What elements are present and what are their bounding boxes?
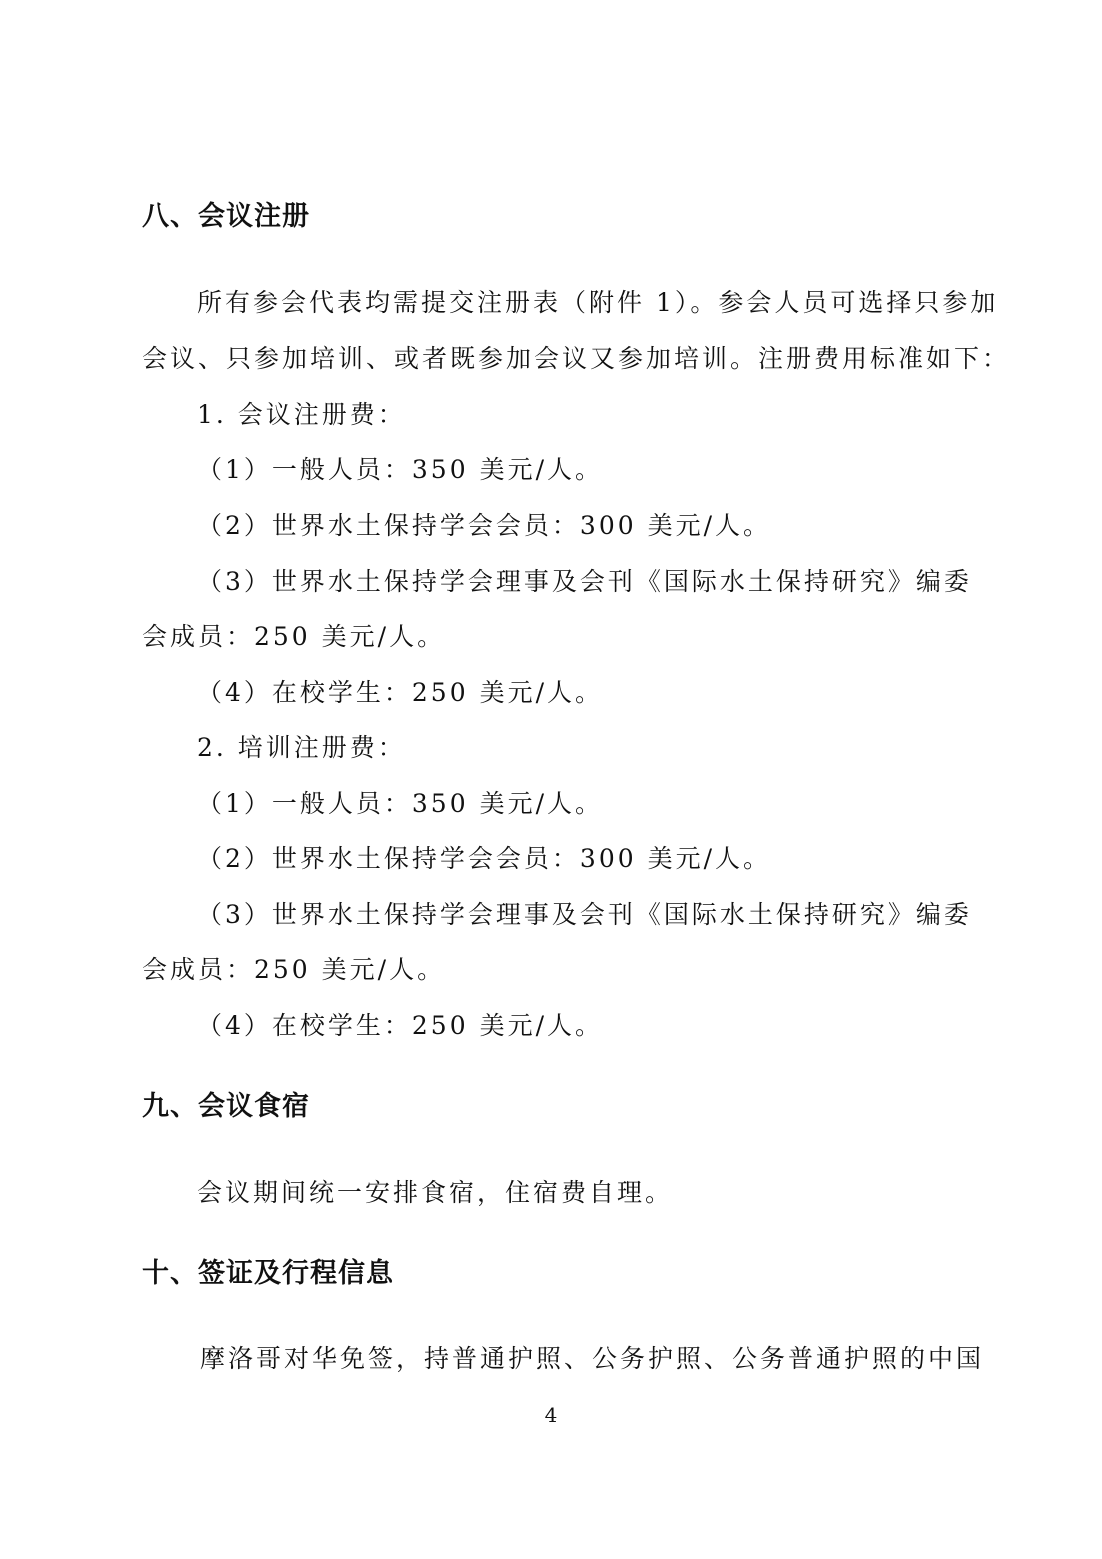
training-fee-item: 会成员：250 美元/人。 — [142, 955, 446, 984]
training-fee-item: （4）在校学生：250 美元/人。 — [197, 1011, 603, 1040]
paragraph-line: 会议期间统一安排食宿，住宿费自理。 — [197, 1178, 674, 1207]
paragraph-line: 所有参会代表均需提交注册表（附件 1）。参会人员可选择只参加 — [197, 288, 999, 317]
training-fee-title: 2. 培训注册费： — [197, 733, 406, 762]
training-fee-item: （1）一般人员：350 美元/人。 — [197, 789, 603, 818]
meeting-fee-item: （3）世界水土保持学会理事及会刊《国际水土保持研究》编委 — [197, 567, 972, 596]
page-number: 4 — [544, 1403, 558, 1427]
meeting-fee-item: （4）在校学生：250 美元/人。 — [197, 678, 603, 707]
training-fee-item: （2）世界水土保持学会会员：300 美元/人。 — [197, 844, 771, 873]
paragraph-line: 会议、只参加培训、或者既参加会议又参加培训。注册费用标准如下： — [142, 344, 1011, 373]
paragraph-line: 摩洛哥对华免签，持普通护照、公务护照、公务普通护照的中国 — [200, 1344, 985, 1373]
meeting-fee-item: （2）世界水土保持学会会员：300 美元/人。 — [197, 511, 771, 540]
meeting-fee-title: 1. 会议注册费： — [197, 400, 406, 429]
meeting-fee-item: 会成员：250 美元/人。 — [142, 622, 446, 651]
meeting-fee-item: （1）一般人员：350 美元/人。 — [197, 455, 603, 484]
training-fee-item: （3）世界水土保持学会理事及会刊《国际水土保持研究》编委 — [197, 900, 972, 929]
section-10-heading: 十、签证及行程信息 — [142, 1258, 394, 1289]
section-9-heading: 九、会议食宿 — [142, 1091, 310, 1122]
section-8-heading: 八、会议注册 — [142, 201, 310, 232]
